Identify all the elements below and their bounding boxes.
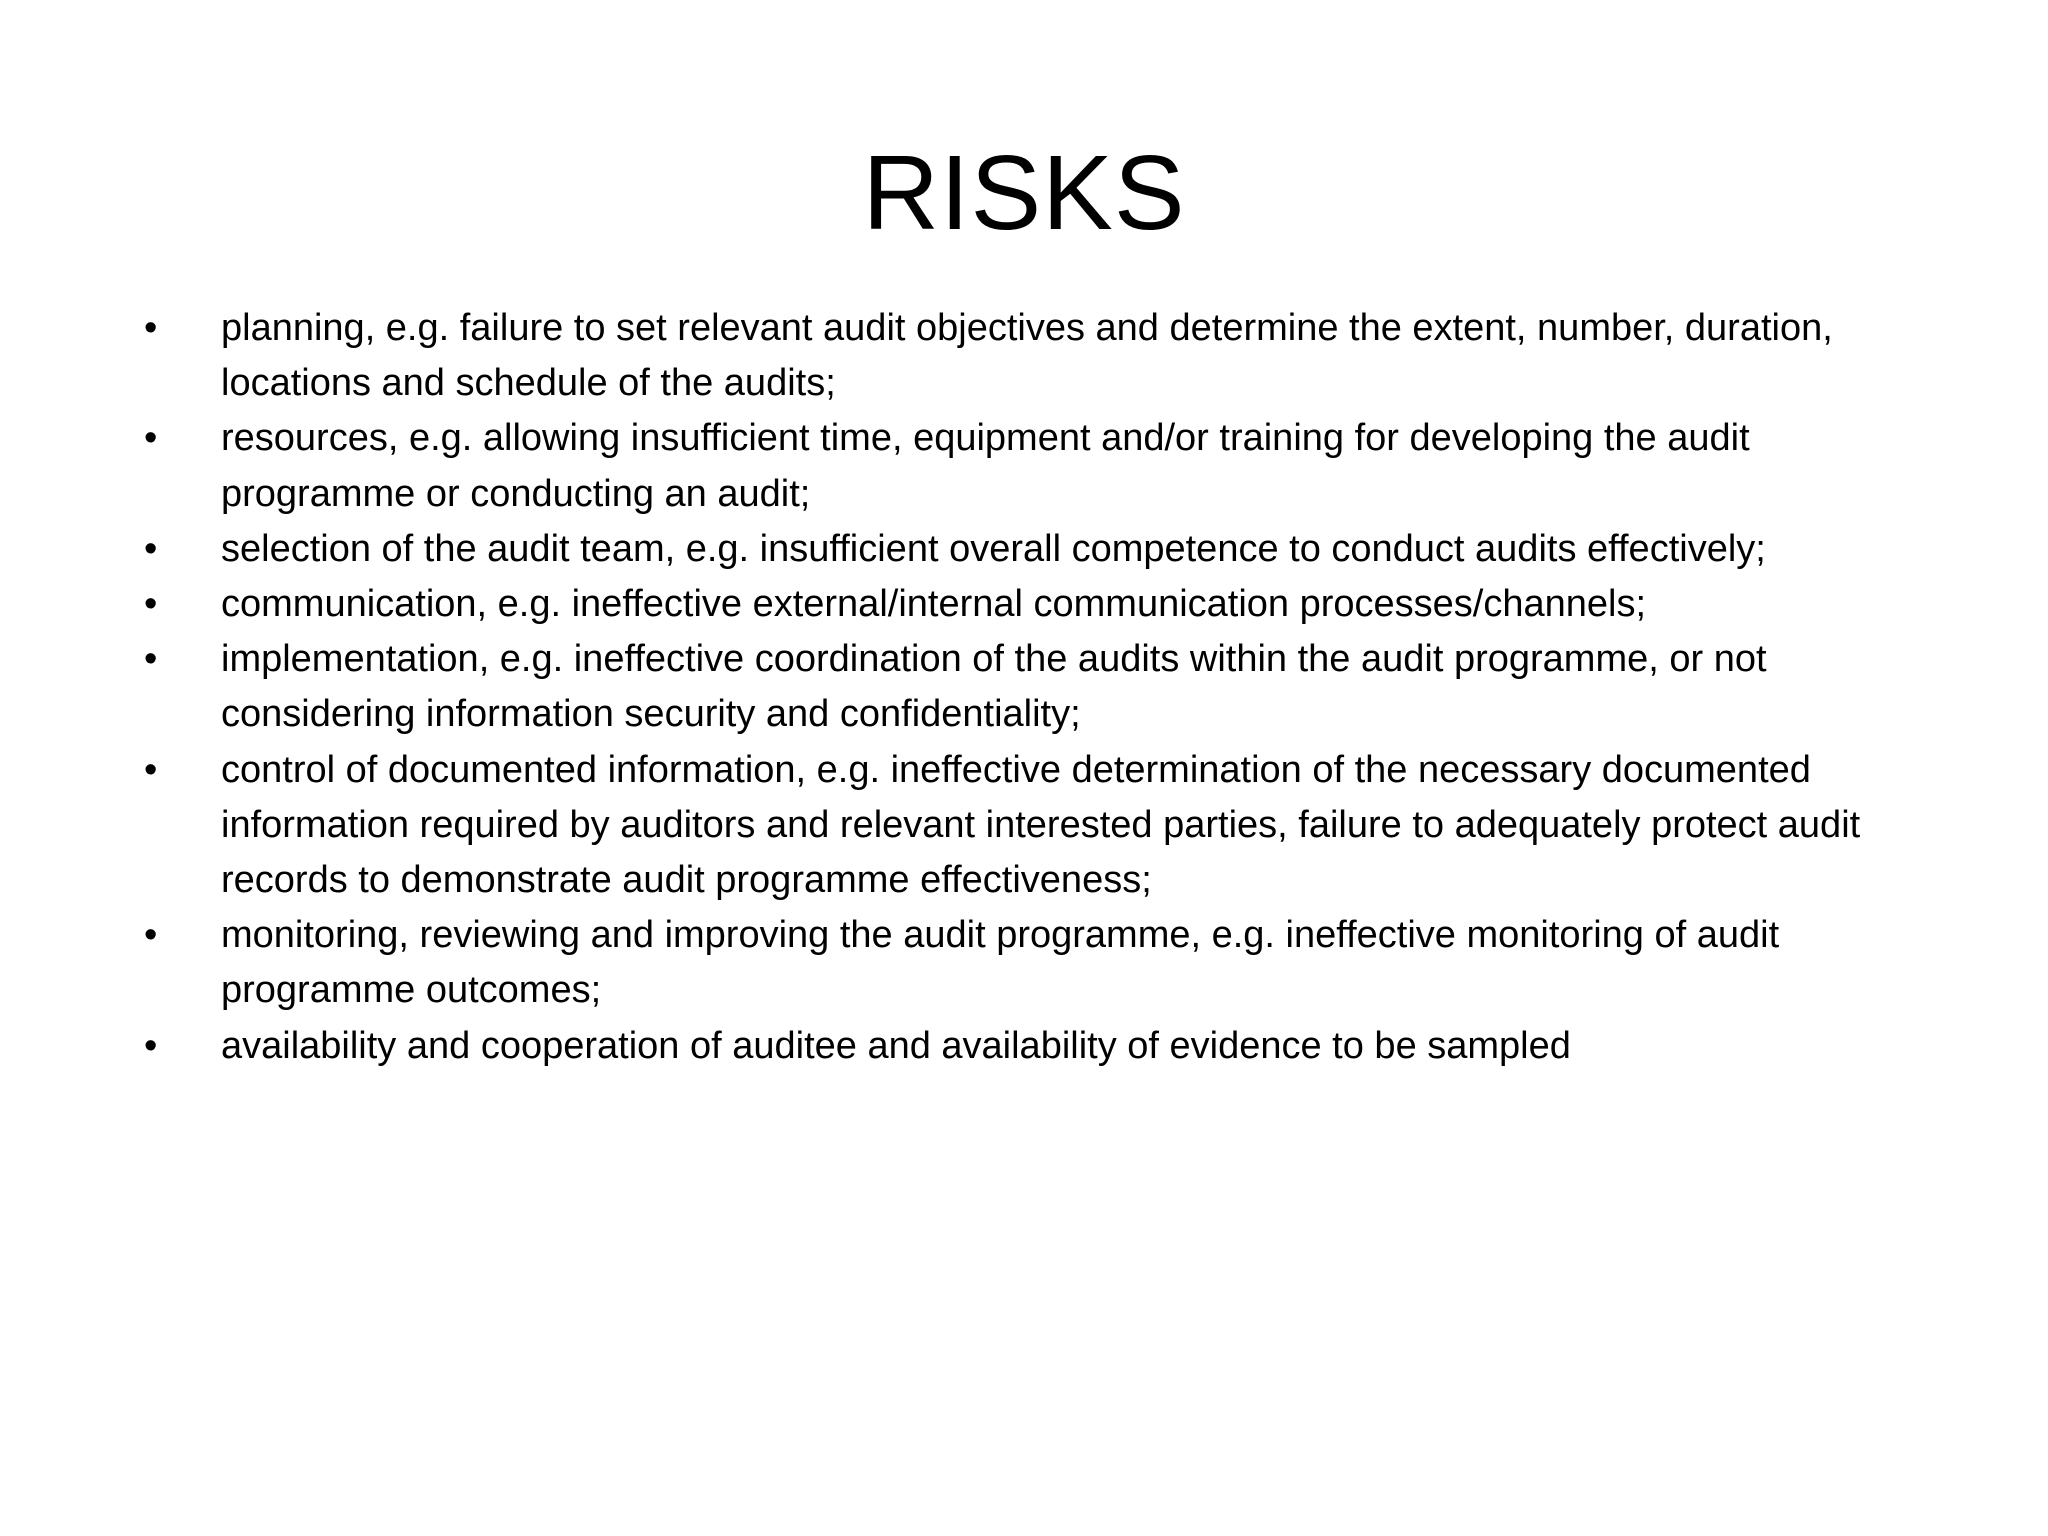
bullet-text: selection of the audit team, e.g. insufficient overall competence to conduct audits effectively; <box>221 527 1766 570</box>
bullet-text: communication, e.g. ineffective external/internal communication processes/channels; <box>221 583 1647 626</box>
bullet-icon: • <box>144 583 158 626</box>
bullet-item-documented-information <box>138 743 1928 909</box>
bullet-text: implementation, e.g. ineffective coordination of the audits within the audit programme, or not considering information security and confidentiality; <box>221 638 1767 736</box>
bullet-text: availability and cooperation of auditee and availability of evidence to be sampled <box>221 1024 1571 1067</box>
bullet-icon: • <box>144 417 158 460</box>
bullet-item-planning <box>138 301 1928 411</box>
bullet-icon: • <box>144 914 158 957</box>
bullet-text: monitoring, reviewing and improving the audit programme, e.g. ineffective monitoring of audit programme outcomes; <box>221 914 1780 1012</box>
bullet-text: resources, e.g. allowing insufficient time, equipment and/or training for developing the audit programme or conducting an audit; <box>221 417 1750 515</box>
bullet-item-implementation <box>138 632 1928 742</box>
bullet-text: control of documented information, e.g. ineffective determination of the necessary documented information required by auditors and relevant interested parties, failure to adequately protect audit records to demonstrate audit programme effectiveness; <box>221 748 1861 902</box>
bullet-item-resources <box>138 411 1928 521</box>
bullet-item-audit-team <box>138 522 1928 577</box>
bullet-icon: • <box>144 748 158 791</box>
bullet-item-monitoring <box>138 908 1928 1018</box>
bullet-item-availability <box>138 1019 1928 1074</box>
bullet-text: planning, e.g. failure to set relevant audit objectives and determine the extent, number, duration, locations and schedule of the audits; <box>221 307 1833 405</box>
bullet-icon: • <box>144 1024 158 1067</box>
slide-title: RISKS <box>862 134 1186 252</box>
bullet-icon: • <box>144 307 158 349</box>
bullet-item-communication <box>138 577 1928 632</box>
bullet-icon: • <box>144 638 158 681</box>
bullet-icon: • <box>144 527 158 570</box>
bullet-list <box>138 301 1928 1074</box>
